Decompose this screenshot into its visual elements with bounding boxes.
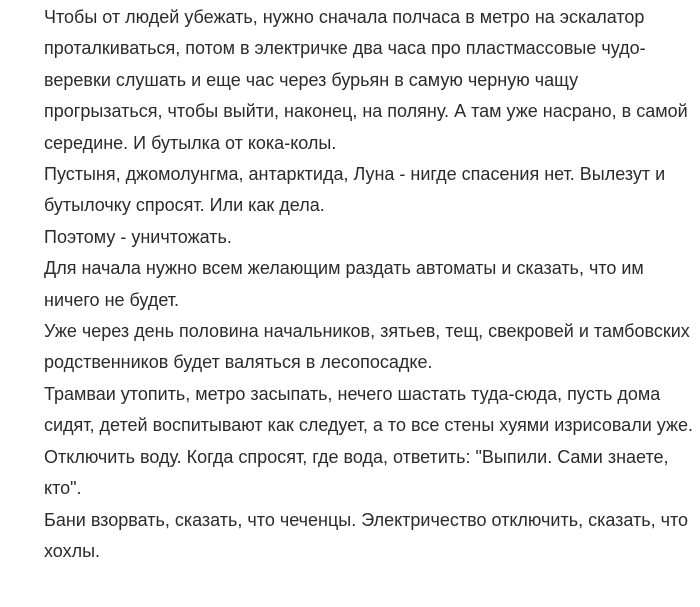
paragraph-4: Для начала нужно всем желающим раздать автоматы и сказать, что им ничего не будет. <box>44 258 644 310</box>
post-body <box>44 2 694 567</box>
paragraph-6: Трамваи утопить, метро засыпать, нечего шастать туда-сюда, пусть дома сидят, детей воспитывают как следует, а то все стены хуями изрисовали уже. <box>44 383 694 436</box>
paragraph-3: Поэтому - уничтожать. <box>44 226 232 247</box>
paragraph-2: Пустыня, джомолунгма, антарктида, Луна - нигде спасения нет. Вылезут и бутылочку спросят. Или как дела. <box>44 164 666 216</box>
paragraph-1: Чтобы от людей убежать, нужно сначала полчаса в метро на эскалатор проталкиваться, потом в электричке два часа про пластмассовые чудо-веревки слушать и еще час через бурьян в самую черную чащу прогрызаться, чтобы выйти, наконец, на поляну. А там уже насрано, в самой середине. И бутылка от кока-колы. <box>44 7 688 153</box>
paragraph-7: Отключить воду. Когда спросят, где вода, ответить: "Выпили. Сами знаете, кто". <box>44 446 669 499</box>
paragraph-5: Уже через день половина начальников, зятьев, тещ, свекровей и тамбовских родственников будет валяться в лесопосадке. <box>44 321 690 373</box>
paragraph-8: Бани взорвать, сказать, что чеченцы. Электричество отключить, сказать, что хохлы. <box>44 509 689 561</box>
